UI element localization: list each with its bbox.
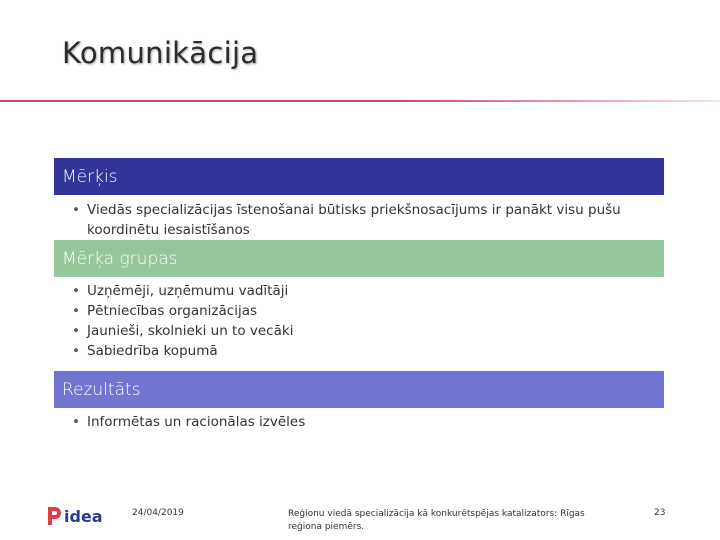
list-item: • Pētniecības organizācijas: [70, 301, 630, 321]
section-header-target-groups-label: Mērķa grupas: [62, 248, 178, 269]
target-groups-bullet-list: [70, 281, 630, 361]
list-item: • Jaunieši, skolnieki un to vecāki: [70, 321, 630, 341]
title-divider: [0, 100, 720, 102]
section-header-result-label: Rezultāts: [62, 379, 141, 400]
goal-bullet-list: [70, 200, 630, 240]
list-item: • Sabiedrība kopumā: [70, 341, 630, 361]
section-header-result: [54, 371, 664, 408]
idea-logo-icon: [46, 506, 62, 526]
section-header-goal-label: Mērķis: [62, 166, 118, 187]
list-item: • Viedās specializācijas īstenošanai būtisks priekšnosacījums ir panākt visu pušu koordinētu iesaistīšanos: [70, 200, 630, 240]
footer-description: Reģionu viedā specializācija kā konkurētspējas katalizators: Rīgas reģiona piemērs.: [288, 509, 585, 532]
result-bullet-list: [70, 412, 630, 432]
footer-date: 24/04/2019: [132, 508, 184, 518]
list-item: • Uzņēmēji, uzņēmumu vadītāji: [70, 281, 630, 301]
list-item: • Informētas un racionālas izvēles: [70, 412, 630, 432]
section-header-goal: [54, 158, 664, 195]
logo-text: idea: [64, 506, 103, 526]
section-header-target-groups: [54, 240, 664, 277]
page-number: 23: [654, 508, 666, 518]
footer-logo: [46, 505, 103, 527]
slide-title: Komunikācija: [62, 36, 259, 70]
